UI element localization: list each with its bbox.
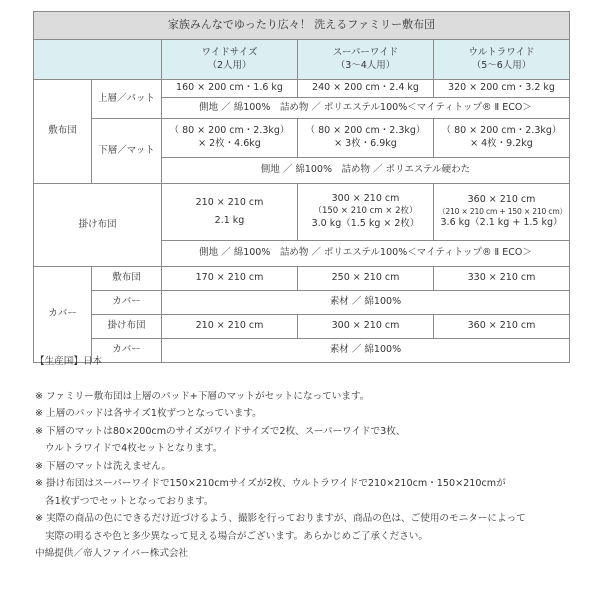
note-1: ※ ファミリー敷布団は上層のパッド+下層のマットがセットになっています。	[35, 390, 370, 402]
kakefuton-weight: 3.6 kg（2.1 kg + 1.5 kg）	[440, 217, 563, 229]
kakefuton-size: 210 × 210 cm	[195, 196, 264, 208]
note-5: ※ 掛け布団はスーパーワイドで150×210cmサイズが2枚、ウルトラワイドで210×210cm・150×210cmが	[35, 478, 506, 489]
upper-size-wide: 160 × 200 cm・1.6 kg	[162, 80, 298, 98]
upper-size-ultrawide: 320 × 200 cm・3.2 kg	[434, 80, 570, 98]
note-3-cont: ウルトラワイドで4枚セットとなります。	[45, 443, 223, 454]
column-header-ultrawide	[434, 40, 570, 80]
cover-label: カバー	[34, 267, 92, 363]
kakefuton-detail: （150 × 210 cm × 2枚）	[313, 206, 418, 217]
kake-cover-size-superwide: 300 × 210 cm	[298, 315, 434, 339]
kakefuton-size: 360 × 210 cm	[467, 194, 536, 206]
lower-size-line2: × 2枚・4.6kg	[198, 138, 261, 149]
upper-material: 側地 ／ 綿100% 詰め物 ／ ポリエステル100%＜マイティトップ® Ⅱ ECO＞	[162, 98, 570, 119]
futon-cover-material: 素材 ／ 綿100%	[162, 291, 570, 315]
column-header-name: スーパーワイド	[332, 46, 399, 58]
table-title: 家族みんなでゆったり広々！ 洗えるファミリー敷布団	[34, 12, 570, 40]
lower-size-line2: × 3枚・6.9kg	[334, 138, 397, 149]
lower-size-line1: （ 80 × 200 cm・2.3kg）	[169, 125, 290, 137]
column-header-name: ワイドサイズ	[201, 46, 258, 58]
futon-cover-label1: 敷布団	[92, 267, 162, 291]
upper-layer-label: 上層／パット	[92, 80, 162, 119]
futon-cover-size-ultrawide: 330 × 210 cm	[434, 267, 570, 291]
kakefuton-weight: 2.1 kg	[214, 214, 245, 226]
lower-size-ultrawide	[434, 119, 570, 158]
lower-size-line1: （ 80 × 200 cm・2.3kg）	[305, 125, 426, 137]
kakefuton-superwide	[298, 184, 434, 241]
note-6-cont: 実際の明るさや色と多少異なって見える場合がございます。あらかじめご了承ください。	[45, 530, 428, 542]
kakefuton-size: 300 × 210 cm	[331, 193, 400, 205]
kake-cover-size-ultrawide: 360 × 210 cm	[434, 315, 570, 339]
note-3: ※ 下層のマットは80×200cmのサイズがワイドサイズで2枚、スーパーワイドで3枚、	[35, 425, 406, 437]
note-6: ※ 実際の商品の色にできるだけ近づけるよう、撮影を行っておりますが、商品の色は、ご使用のモニターによって	[35, 513, 526, 524]
lower-size-line2: × 4枚・9.2kg	[470, 138, 533, 149]
lower-layer-label: 下層／マット	[92, 119, 162, 184]
lower-size-line1: （ 80 × 200 cm・2.3kg）	[441, 125, 562, 137]
kake-cover-size-wide: 210 × 210 cm	[162, 315, 298, 339]
kakefuton-ultrawide	[434, 184, 570, 241]
kakefuton-material: 側地 ／ 綿100% 詰め物 ／ ポリエステル100%＜マイティトップ® Ⅱ ECO＞	[162, 241, 570, 267]
futon-cover-size-wide: 170 × 210 cm	[162, 267, 298, 291]
column-header-wide	[162, 40, 298, 80]
origin-text: 【生産国】日本	[35, 356, 103, 367]
notes-section	[35, 353, 585, 545]
lower-size-superwide	[298, 119, 434, 158]
footer-credit: 中綿提供／帝人ファイバー株式会社	[35, 548, 189, 559]
kakefuton-detail: （210 × 210 cm + 150 × 210 cm）	[438, 206, 567, 216]
lower-material: 側地 ／ 綿100% 詰め物 ／ ポリエステル硬わた	[162, 158, 570, 184]
column-header-sub: （3～4人用）	[335, 59, 396, 71]
note-4: ※ 下層のマットは洗えません。	[35, 460, 171, 472]
futon-cover-label2: カバー	[92, 291, 162, 315]
column-header-sub: （2人用）	[207, 59, 252, 71]
kakefuton-label: 掛け布団	[34, 184, 162, 267]
column-header-sub: （5～6人用）	[471, 59, 532, 71]
note-2: ※ 上層のパッドは各サイズ1枚ずつとなっています。	[35, 408, 262, 419]
note-5-cont: 各1枚ずつでセットとなっております。	[45, 495, 214, 507]
column-header-name: ウルトラワイド	[468, 46, 535, 58]
kakefuton-weight: 3.0 kg（1.5 kg × 2枚）	[311, 217, 420, 229]
spec-table	[33, 11, 570, 363]
kake-cover-label1: 掛け布団	[92, 315, 162, 339]
column-header-superwide	[298, 40, 434, 80]
kakefuton-wide	[162, 184, 298, 241]
lower-size-wide	[162, 119, 298, 158]
kake-cover-material: 素材 ／ 綿100%	[162, 339, 570, 363]
header-blank	[34, 40, 162, 80]
upper-size-superwide: 240 × 200 cm・2.4 kg	[298, 80, 434, 98]
futon-cover-size-superwide: 250 × 210 cm	[298, 267, 434, 291]
kake-cover-label2: カバー	[92, 339, 162, 363]
futon-label: 敷布団	[34, 80, 92, 184]
